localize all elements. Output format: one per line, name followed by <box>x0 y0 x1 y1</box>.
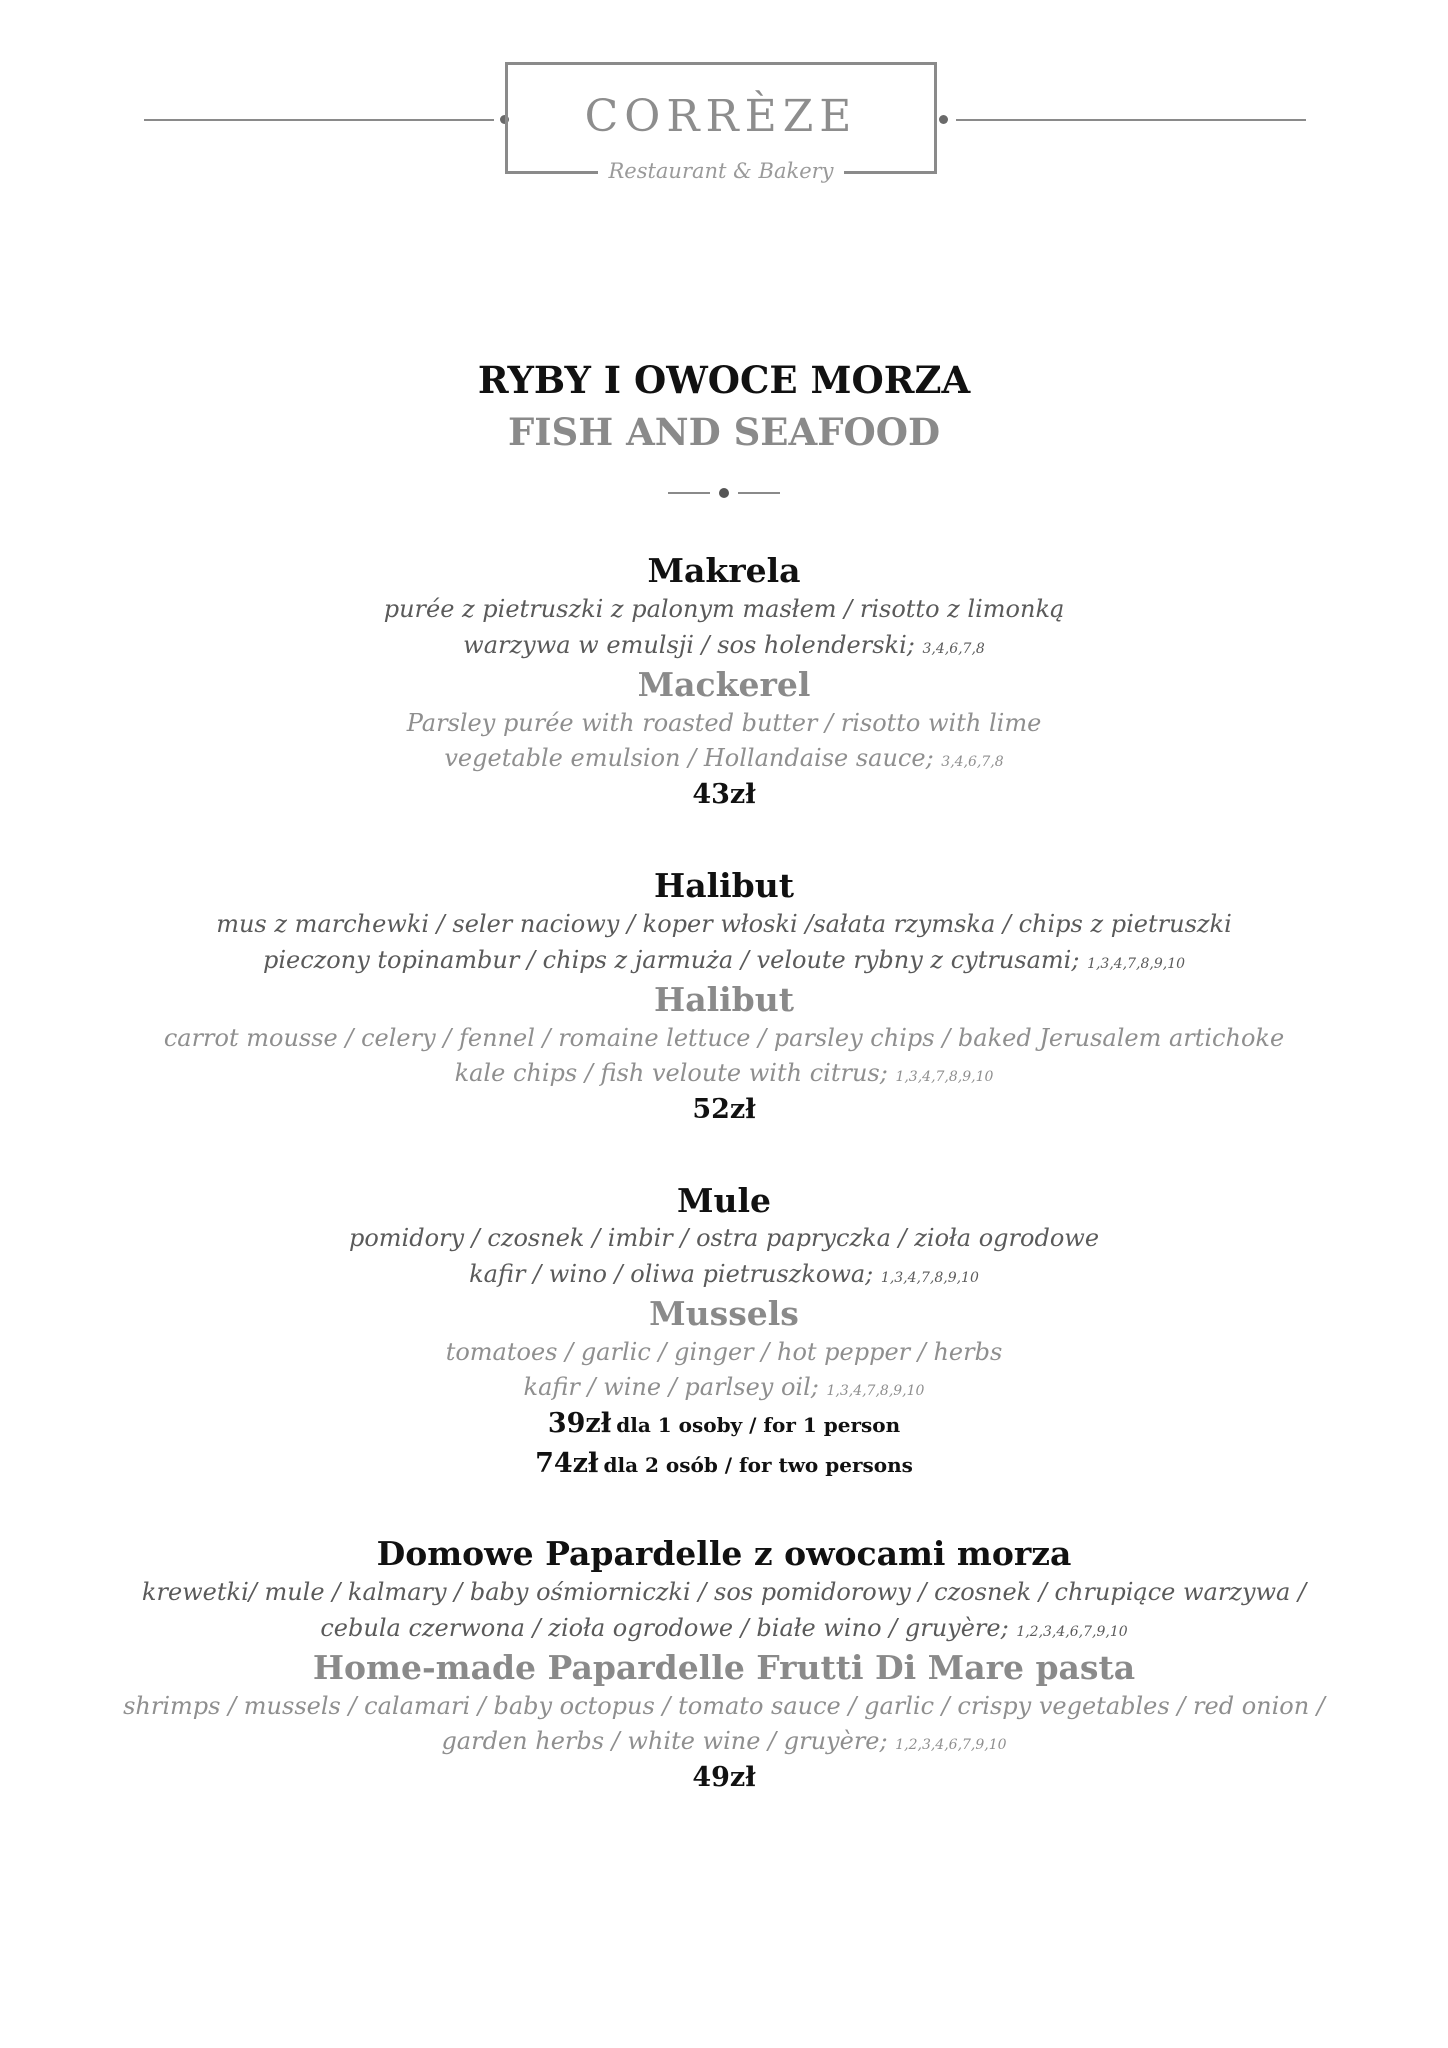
dish-name-en: Mackerel <box>637 665 811 704</box>
logo-title: CORRÈZE <box>584 91 858 142</box>
allergens: 1,3,4,7,8,9,10 <box>826 1383 925 1399</box>
dish-price: 52zł <box>692 1094 756 1125</box>
section-divider <box>0 488 1448 498</box>
dish-desc-en: shrimps / mussels / calamari / baby octopus / tomato sauce / garlic / crispy vegetables / red onion / <box>123 1692 1325 1720</box>
dish-name-pl: Halibut <box>654 866 794 905</box>
allergens: 3,4,6,7,8 <box>922 641 985 657</box>
dish-desc-en: kale chips / fish veloute with citrus; 1,3,4,7,8,9,10 <box>454 1059 994 1087</box>
dish-price-double: 74zł dla 2 osób / for two persons <box>535 1448 913 1479</box>
section-title-en: FISH AND SEAFOOD <box>507 410 941 454</box>
allergens: 1,3,4,7,8,9,10 <box>1087 956 1186 972</box>
allergens: 1,2,3,4,6,7,9,10 <box>1016 1624 1128 1640</box>
dish-desc-en: carrot mousse / celery / fennel / romaine lettuce / parsley chips / baked Jerusalem artichoke <box>163 1024 1285 1052</box>
allergens: 1,2,3,4,6,7,9,10 <box>895 1737 1007 1753</box>
dish-desc-en: vegetable emulsion / Hollandaise sauce; 3,4,6,7,8 <box>444 744 1004 772</box>
dish-desc-en: kafir / wine / parlsey oil; 1,3,4,7,8,9,10 <box>523 1373 925 1401</box>
dish-desc-pl: pieczony topinambur / chips z jarmuża / veloute rybny z cytrusami; 1,3,4,7,8,9,10 <box>262 946 1186 974</box>
dish-name-en: Mussels <box>649 1294 799 1333</box>
dish-name-en: Home-made Papardelle Frutti Di Mare pasta <box>312 1648 1136 1687</box>
section-title-pl: RYBY I OWOCE MORZA <box>477 358 971 402</box>
dish-name-pl: Domowe Papardelle z owocami morza <box>376 1534 1072 1573</box>
logo-subtitle-text: Restaurant & Bakery <box>598 159 843 183</box>
dish-desc-pl: mus z marchewki / seler naciowy / koper włoski /sałata rzymska / chips z pietruszki <box>216 910 1232 938</box>
logo-subtitle <box>508 161 934 182</box>
dish-price: 43zł <box>692 779 756 810</box>
logo-frame <box>505 62 937 183</box>
logo-line-right <box>956 119 1306 121</box>
dish-price: 49zł <box>692 1762 756 1793</box>
dish-desc-pl: kafir / wino / oliwa pietruszkowa; 1,3,4,7,8,9,10 <box>469 1260 979 1288</box>
dish-name-en: Halibut <box>654 980 794 1019</box>
dish-desc-en: Parsley purée with roasted butter / risotto with lime <box>406 709 1042 737</box>
dish-name-pl: Mule <box>676 1181 772 1220</box>
dish-name-pl: Makrela <box>647 551 801 590</box>
dish-price-single: 39zł dla 1 osoby / for 1 person <box>547 1408 901 1439</box>
dish-desc-pl: purée z pietruszki z palonym masłem / risotto z limonką <box>383 595 1065 623</box>
allergens: 3,4,6,7,8 <box>941 754 1004 770</box>
dish-desc-pl: warzywa w emulsji / sos holenderski; 3,4,6,7,8 <box>463 631 985 659</box>
logo-dot-right <box>939 115 948 124</box>
dish-desc-en: garden herbs / white wine / gruyère; 1,2,3,4,6,7,9,10 <box>441 1727 1007 1755</box>
dish-desc-pl: pomidory / czosnek / imbir / ostra papryczka / zioła ogrodowe <box>348 1224 1100 1252</box>
divider-bar-right <box>738 492 780 494</box>
allergens: 1,3,4,7,8,9,10 <box>895 1069 994 1085</box>
price-note: dla 2 osób / for two persons <box>603 1453 913 1477</box>
divider-dot <box>719 488 729 498</box>
allergens: 1,3,4,7,8,9,10 <box>880 1270 979 1286</box>
divider-bar-left <box>668 492 710 494</box>
dish-desc-en: tomatoes / garlic / ginger / hot pepper / herbs <box>445 1338 1003 1366</box>
dish-desc-pl: cebula czerwona / zioła ogrodowe / białe wino / gruyère; 1,2,3,4,6,7,9,10 <box>320 1614 1128 1642</box>
logo-line-left <box>144 119 494 121</box>
dish-desc-pl: krewetki/ mule / kalmary / baby ośmiorniczki / sos pomidorowy / czosnek / chrupiące warzywa / <box>141 1578 1307 1606</box>
price-note: dla 1 osoby / for 1 person <box>616 1413 901 1437</box>
